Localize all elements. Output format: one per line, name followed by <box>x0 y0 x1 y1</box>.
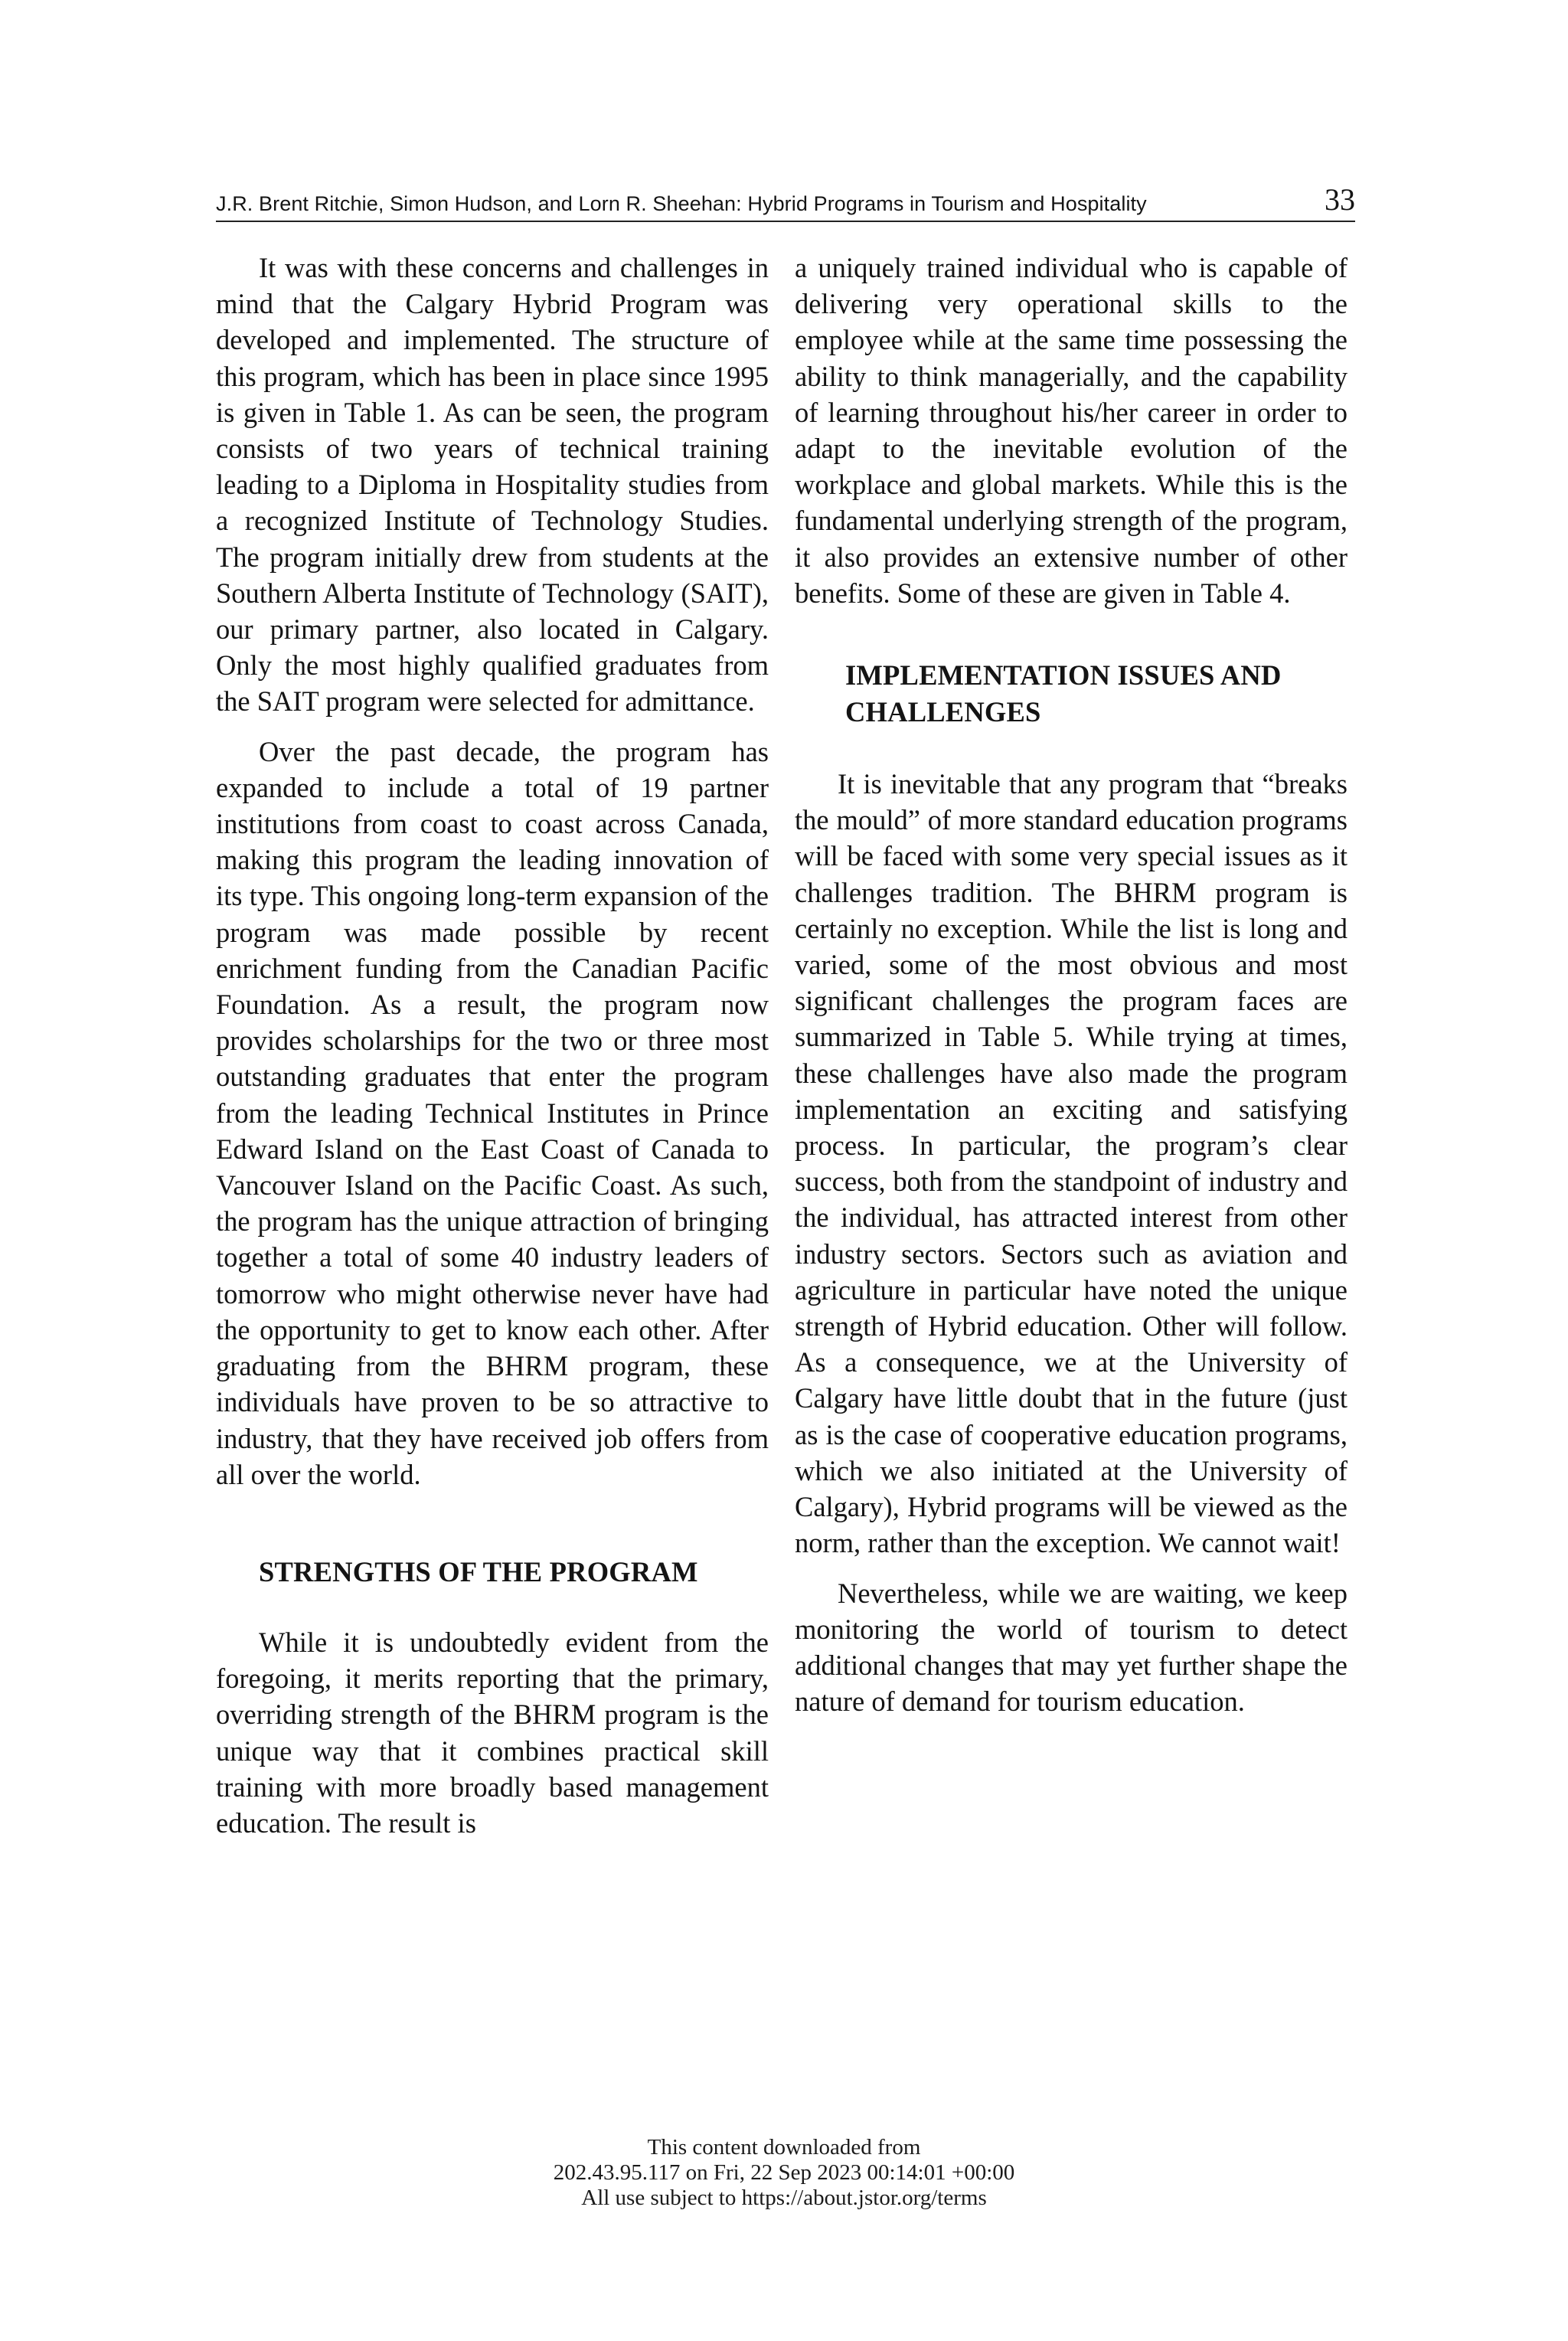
right-column <box>795 250 1348 1719</box>
download-footer <box>0 2135 1568 2211</box>
footer-line-downloaded: This content downloaded from <box>647 2135 921 2160</box>
section-heading-strengths: STRENGTHS OF THE PROGRAM <box>259 1555 698 1587</box>
paragraph-program-expansion: Over the past decade, the program has expanded to include a total of 19 partner institutions from coast to coast across Canada, making this program the leading innovation of its type. This ongoing long-term expansion of the program was made possible by recent enrichment funding from the Canadian Pacific Foundation. As a result, the program now provides scholarships for the two or three most outstanding graduates that enter the program from the leading Technical Institutes in Prince Edward Island on the East Coast of Canada to Vancouver Island on the Pacific Coast. As such, the program has the unique attraction of bringing together a total of some 40 industry leaders of tomorrow who might otherwise never have had the opportunity to get to know each other. After graduating from the BHRM program, these individuals have proven to be so attractive to industry, that they have received job offers from all over the world. <box>216 735 769 1490</box>
section-heading-implementation: IMPLEMENTATION ISSUES AND CHALLENGES <box>845 659 1282 728</box>
running-header-authors-title: J.R. Brent Ritchie, Simon Hudson, and Lorn R. Sheehan: Hybrid Programs in Tourism and Hospitality <box>216 192 1147 215</box>
paragraph-strengths-continued: a uniquely trained individual who is capable of delivering very operational skills to the employee while at the same time possessing the ability to think managerially, and the capability of learning throughout his/her career in order to adapt to the inevitable evolution of the workplace and global markets. While this is the fundamental underlying strength of the program, it also provides an extensive number of other benefits. Some of these are given in Table 4. <box>795 252 1348 609</box>
footer-line-terms: All use subject to https://about.jstor.org/terms <box>581 2186 987 2210</box>
page-number: 33 <box>1325 182 1355 217</box>
running-header <box>216 181 1355 222</box>
paragraph-strengths: While it is undoubtedly evident from the foregoing, it merits reporting that the primary, overriding strength of the BHRM program is the unique way that it combines practical skill training with more broadly based management education. The result is <box>216 1626 769 1839</box>
paragraph-implementation-issues: It is inevitable that any program that “breaks the mould” of more standard education programs will be faced with some very special issues as it challenges tradition. The BHRM program is certainly no exception. While the list is long and varied, some of the most obvious and most significant challenges the program faces are summarized in Table 5. While trying at times, these challenges have also made the program implementation an exciting and satisfying process. In particular, the program’s clear success, both from the standpoint of industry and the individual, has attracted interest from other industry sectors. Sectors such as aviation and agriculture in particular have noted the unique strength of Hybrid education. Other will follow. As a consequence, we at the University of Calgary have little doubt that in the future (just as is the case of cooperative education programs, which we also initiated at the University of Calgary), Hybrid programs will be viewed as the norm, rather than the exception. We cannot wait! <box>795 768 1348 1559</box>
left-column <box>216 250 769 1841</box>
footer-line-ip-date: 202.43.95.117 on Fri, 22 Sep 2023 00:14:01 +00:00 <box>553 2160 1015 2185</box>
paragraph-program-structure: It was with these concerns and challenges in mind that the Calgary Hybrid Program was developed and implemented. The structure of this program, which has been in place since 1995 is given in Table 1. As can be seen, the program consists of two years of technical training leading to a Diploma in Hospitality studies from a recognized Institute of Technology Studies. The program initially drew from students at the Southern Alberta Institute of Technology (SAIT), our primary partner, also located in Calgary. Only the most highly qualified graduates from the SAIT program were selected for admittance. <box>216 252 769 718</box>
paragraph-monitoring: Nevertheless, while we are waiting, we keep monitoring the world of tourism to detect additional changes that may yet further shape the nature of demand for tourism education. <box>795 1577 1348 1718</box>
